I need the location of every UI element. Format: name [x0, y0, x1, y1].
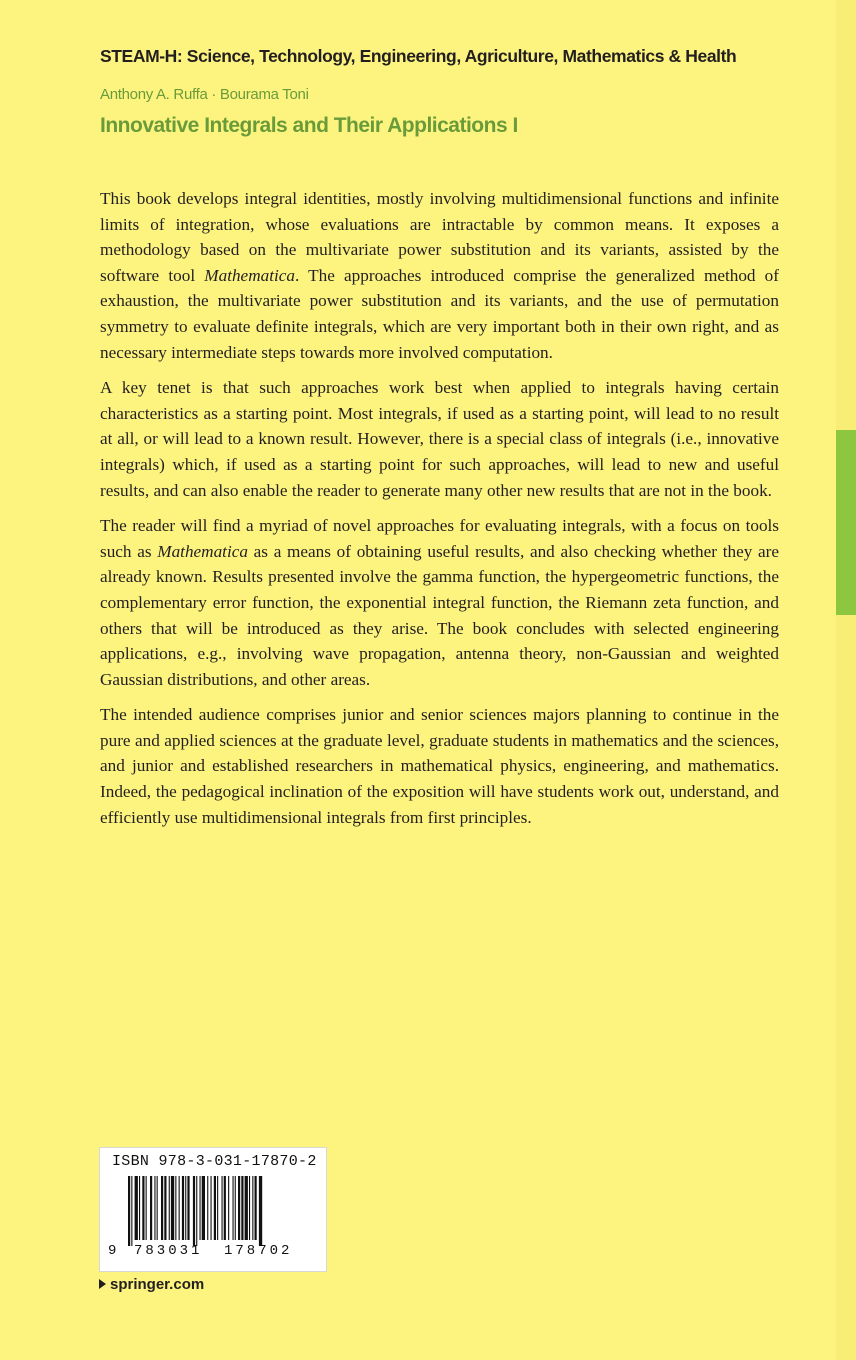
barcode-bar	[200, 1176, 201, 1240]
barcode-bar	[214, 1176, 216, 1240]
barcode-bar	[154, 1176, 155, 1240]
barcode-bar	[193, 1176, 195, 1246]
barcode-bar	[182, 1176, 184, 1240]
barcode-bar	[233, 1176, 234, 1240]
series-title: STEAM-H: Science, Technology, Engineering, Agriculture, Mathematics & Health	[100, 46, 737, 66]
barcode-bar	[150, 1176, 152, 1240]
barcode-bars	[100, 1176, 326, 1246]
barcode-bar	[161, 1176, 163, 1240]
isbn-label: ISBN 978-3-031-17870-2	[112, 1153, 317, 1170]
barcode-bar	[207, 1176, 208, 1240]
barcode-bar	[238, 1176, 240, 1240]
blurb-paragraph-3: The reader will find a myriad of novel approaches for evaluating integrals, with a focus on tools such as Mathematica as a means of obtaining useful results, and also checking whether they are already known. Results presented involve the gamma function, the hypergeometric functions, the complementary error function, the exponential integral function, the Riemann zeta function, and others that will be introduced as they arise. The book concludes with selected engineering applications, e.g., involving wave propagation, antenna theory, non-Gaussian and weighted Gaussian distributions, and other areas.	[100, 516, 779, 689]
book-title: Innovative Integrals and Their Applications I	[100, 114, 518, 137]
blurb-paragraph-1: This book develops integral identities, mostly involving multidimensional functions and infinite limits of integration, whose evaluations are intractable by common means. It exposes a methodology based on the multivariate power substitution and its variants, assisted by the software tool Mathematica. The approaches introduced comprise the generalized method of exhaustion, the multivariate power substitution and its variants, and the use of permutation symmetry to evaluate definite integrals, which are very important both in their own right, and as necessary intermediate steps towards more involved computation.	[100, 189, 779, 362]
barcode-bar	[175, 1176, 176, 1240]
barcode-bar	[211, 1176, 212, 1240]
barcode-digits-right: 178702	[224, 1243, 293, 1259]
arrow-right-icon	[99, 1279, 106, 1289]
barcode-bar	[139, 1176, 140, 1240]
publisher-website[interactable]: springer.com	[99, 1276, 204, 1293]
barcode-bar	[255, 1176, 257, 1240]
spine-green-tab	[836, 430, 856, 615]
barcode-bar	[171, 1176, 174, 1240]
blurb-paragraph-4: The intended audience comprises junior and senior sciences majors planning to continue in the pure and applied sciences at the graduate level, graduate students in mathematics and the sciences, and junior and established researchers in mathematical physics, engineering, and mathematics. Indeed, the pedagogical inclination of the exposition will have students work out, understand, and efficiently use multidimensional integrals from first principles.	[100, 705, 779, 827]
isbn-barcode	[99, 1147, 327, 1272]
blurb-paragraph-2: A key tenet is that such approaches work best when applied to integrals having certain characteristics as a starting point. Most integrals, if used as a starting point, will lead to no result at all, or will lead to a known result. However, there is a special class of integrals (i.e., innovative integrals) which, if used as a starting point for such approaches, will lead to new and useful results, and can also enable the reader to generate many other new results that are not in the book.	[100, 378, 779, 500]
barcode-bar	[259, 1176, 262, 1246]
blurb	[100, 186, 779, 840]
barcode-bar	[164, 1176, 166, 1240]
barcode-bar	[217, 1176, 218, 1240]
barcode-bar	[179, 1176, 180, 1240]
barcode-bar	[228, 1176, 229, 1240]
barcode-bar	[241, 1176, 243, 1240]
barcode-bar	[222, 1176, 223, 1240]
barcode-bar	[196, 1176, 197, 1246]
barcode-bar	[142, 1176, 144, 1240]
barcode-bar	[245, 1176, 248, 1240]
barcode-bar	[146, 1176, 147, 1240]
spine-edge	[836, 0, 856, 1360]
software-name: Mathematica	[204, 265, 295, 285]
barcode-bar	[249, 1176, 250, 1240]
barcode-bar	[169, 1176, 170, 1240]
barcode-digit-first: 9	[108, 1243, 117, 1259]
barcode-bar	[185, 1176, 186, 1240]
barcode-bar	[128, 1176, 130, 1246]
barcode-bar	[131, 1176, 132, 1246]
authors: Anthony A. Ruffa · Bourama Toni	[100, 86, 309, 103]
barcode-bar	[252, 1176, 253, 1240]
barcode-bar	[224, 1176, 226, 1240]
barcode-bar	[235, 1176, 236, 1240]
barcode-bar	[157, 1176, 158, 1240]
barcode-bar	[202, 1176, 205, 1240]
barcode-bar	[135, 1176, 138, 1240]
software-name: Mathematica	[157, 541, 248, 561]
barcode-bar	[187, 1176, 189, 1240]
barcode-digits-left: 783031	[134, 1243, 203, 1259]
